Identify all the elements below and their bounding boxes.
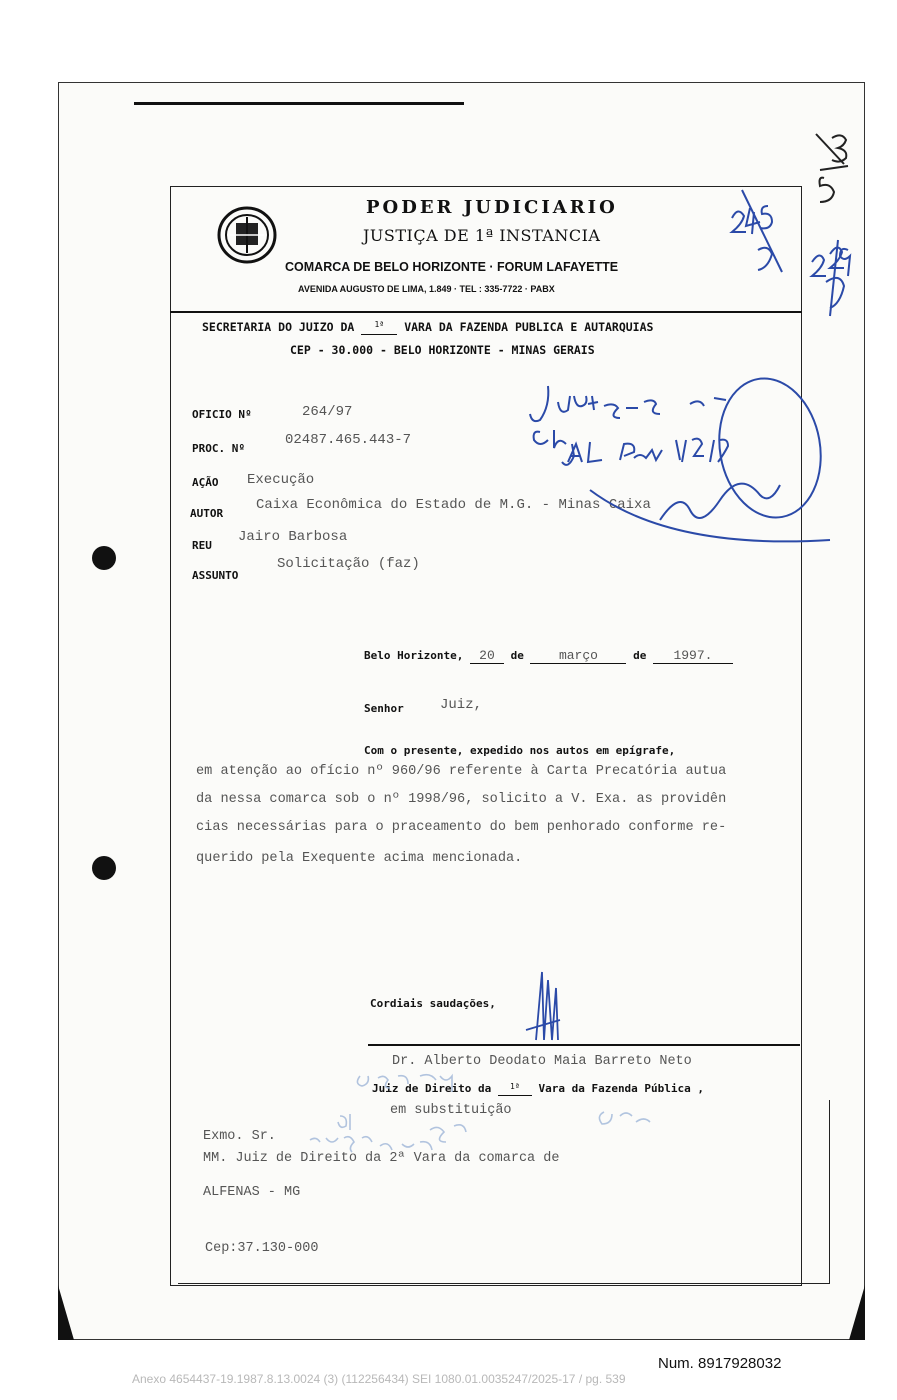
footer-num: Num. 8917928032	[658, 1355, 782, 1372]
date-day: 20	[470, 648, 504, 664]
proc-value: 02487.465.443-7	[285, 432, 412, 448]
secretaria-suffix: VARA DA FAZENDA PUBLICA E AUTARQUIAS	[404, 320, 654, 334]
signature-line	[368, 1044, 800, 1046]
date-year: 1997.	[653, 648, 733, 664]
letter-intro: Com o presente, expedido nos autos em epígrafe,	[364, 744, 676, 757]
assunto-value: Solicitação (faz)	[277, 556, 420, 572]
proc-label: PROC. Nº	[192, 442, 245, 455]
reu-label: REU	[192, 539, 212, 552]
oficio-label: OFICIO Nº	[192, 408, 252, 421]
acao-label: AÇÃO	[192, 476, 219, 489]
letter-line-2: da nessa comarca sob o nº 1998/96, solicito a V. Exa. as providên	[196, 792, 727, 807]
oficio-value: 264/97	[302, 404, 353, 420]
header-subtitle: JUSTIÇA DE 1ª INSTANCIA	[363, 226, 601, 245]
recipient-line-3: ALFENAS - MG	[203, 1185, 301, 1200]
salutation-value: Juiz,	[440, 697, 483, 713]
date-de-1: de	[510, 649, 524, 662]
signature-vara-number: 1ª	[510, 1082, 520, 1091]
secretaria-line-2: CEP - 30.000 - BELO HORIZONTE - MINAS GERAIS	[290, 343, 595, 357]
signature-name: Dr. Alberto Deodato Maia Barreto Neto	[392, 1054, 692, 1069]
recipient-line-1: Exmo. Sr.	[203, 1129, 276, 1144]
secretaria-prefix: SECRETARIA DO JUIZO DA	[202, 320, 355, 334]
signature-role	[372, 1082, 704, 1096]
date-line	[364, 648, 733, 664]
closing: Cordiais saudações,	[370, 997, 496, 1010]
secretaria-line-1	[202, 320, 653, 335]
header-address: AVENIDA AUGUSTO DE LIMA, 1.849 · TEL : 335-7722 · PABX	[298, 284, 555, 294]
letter-line-1: em atenção ao ofício nº 960/96 referente à Carta Precatória autua	[196, 764, 727, 779]
autor-label: AUTOR	[190, 507, 224, 520]
punch-hole-top	[92, 546, 116, 570]
scan-corner-right	[849, 1285, 865, 1340]
letter-line-4: querido pela Exequente acima mencionada.	[196, 851, 523, 866]
acao-value: Execução	[247, 472, 315, 488]
letter-line-3: cias necessárias para o praceamento do bem penhorado conforme re-	[196, 820, 727, 835]
date-city: Belo Horizonte,	[364, 649, 464, 662]
footer-reference: Anexo 4654437-19.1987.8.13.0024 (3) (112256434) SEI 1080.01.0035247/2025-17 / pg. 539	[132, 1372, 626, 1386]
reu-value: Jairo Barbosa	[238, 529, 348, 545]
autor-value: Caixa Econômica do Estado de M.G. - Minas Caixa	[256, 497, 651, 513]
secretaria-vara-number: 1ª	[374, 320, 385, 329]
court-seal-icon	[216, 205, 278, 265]
header-title: PODER JUDICIARIO	[366, 197, 618, 218]
top-rule	[134, 102, 464, 105]
signature-substitution: em substituição	[390, 1103, 512, 1118]
date-month: março	[530, 648, 626, 664]
punch-hole-bottom	[92, 856, 116, 880]
signature-role-prefix: Juiz de Direito da	[372, 1082, 492, 1095]
header-comarca: COMARCA DE BELO HORIZONTE · FORUM LAFAYETTE	[285, 260, 619, 274]
signature-role-suffix: Vara da Fazenda Pública ,	[538, 1082, 705, 1095]
assunto-label: ASSUNTO	[192, 569, 239, 582]
salutation-label: Senhor	[364, 702, 404, 715]
header-divider	[170, 311, 802, 313]
date-de-2: de	[633, 649, 647, 662]
scan-corner-left	[58, 1285, 74, 1340]
recipient-cep: Cep:37.130-000	[205, 1241, 319, 1256]
recipient-line-2: MM. Juiz de Direito da 2ª Vara da comarca de	[203, 1151, 560, 1166]
